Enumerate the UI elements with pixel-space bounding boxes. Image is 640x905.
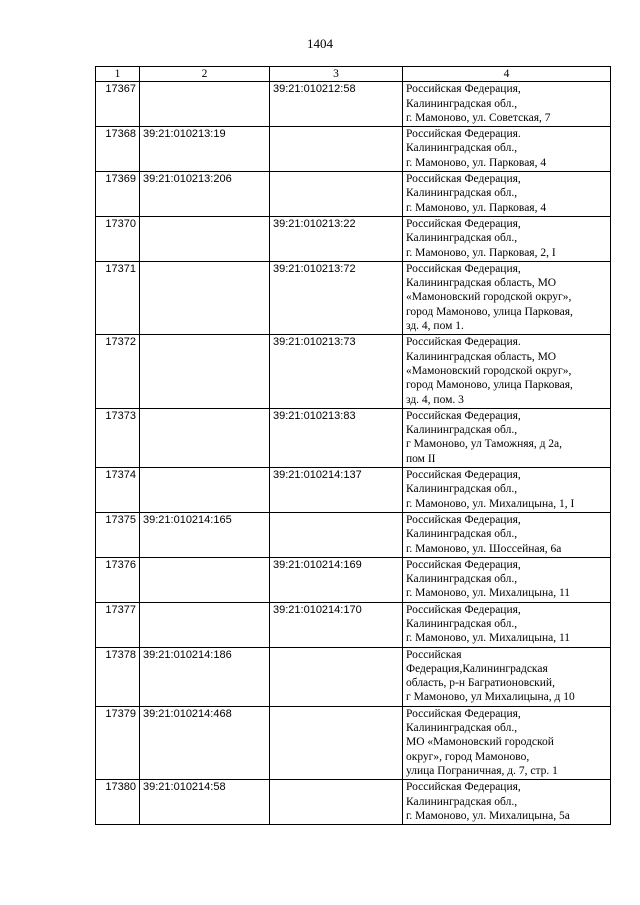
row-number: 17375 xyxy=(96,512,140,557)
address-cell xyxy=(403,335,611,408)
address-cell xyxy=(403,780,611,825)
cadastral-number-col2 xyxy=(140,408,270,467)
table-row xyxy=(96,172,611,217)
address-line: г. Мамоново, ул. Парковая, 2, I xyxy=(406,246,556,259)
address-line: Калининградская область, МО xyxy=(406,277,557,290)
address-line: МО «Мамоновский городской xyxy=(406,736,554,749)
address-line: Российская Федерация, xyxy=(406,217,521,230)
row-number: 17373 xyxy=(96,408,140,467)
address-line: Калининградская обл., xyxy=(406,795,518,808)
cadastral-number-col2: 39:21:010214:165 xyxy=(140,512,270,557)
address-cell xyxy=(403,647,611,706)
column-header: 2 xyxy=(140,67,270,82)
address-line: зд. 4, пом 1. xyxy=(406,320,464,333)
row-number: 17379 xyxy=(96,706,140,779)
address-line: Калининградская обл., xyxy=(406,528,518,541)
cadastral-number-col3: 39:21:010213:72 xyxy=(270,261,403,334)
address-cell xyxy=(403,512,611,557)
cadastral-number-col3: 39:21:010213:73 xyxy=(270,335,403,408)
cadastral-number-col2: 39:21:010213:206 xyxy=(140,172,270,217)
cadastral-number-col3 xyxy=(270,706,403,779)
column-header: 3 xyxy=(270,67,403,82)
address-line: Калининградская обл., xyxy=(406,722,518,735)
column-header: 1 xyxy=(96,67,140,82)
cadastral-number-col3: 39:21:010213:22 xyxy=(270,216,403,261)
row-number: 17371 xyxy=(96,261,140,334)
address-line: Российская Федерация, xyxy=(406,707,521,720)
cadastral-number-col2 xyxy=(140,468,270,513)
table-row xyxy=(96,706,611,779)
header-row xyxy=(96,67,611,82)
address-line: Калининградская обл., xyxy=(406,232,518,245)
row-number: 17378 xyxy=(96,647,140,706)
cadastral-number-col2: 39:21:010213:19 xyxy=(140,127,270,172)
cadastral-number-col3 xyxy=(270,512,403,557)
table-row xyxy=(96,82,611,127)
cadastral-number-col2 xyxy=(140,82,270,127)
address-line: город Мамоново, улица Парковая, xyxy=(406,305,573,318)
address-line: «Мамоновский городской округ», xyxy=(406,364,572,377)
table-row xyxy=(96,408,611,467)
cadastral-number-col2 xyxy=(140,557,270,602)
address-line: Калининградская обл., xyxy=(406,187,518,200)
address-line: Калининградская обл., xyxy=(406,617,518,630)
address-line: Российская Федерация, xyxy=(406,83,521,96)
address-line: Российская Федерация, xyxy=(406,262,521,275)
address-line: область, р-н Багратионовский, xyxy=(406,677,555,690)
table-row xyxy=(96,468,611,513)
table-row xyxy=(96,512,611,557)
row-number: 17368 xyxy=(96,127,140,172)
address-cell xyxy=(403,706,611,779)
address-line: Калининградская обл., xyxy=(406,142,518,155)
address-line: Федерация,Калининградская xyxy=(406,662,548,675)
column-header: 4 xyxy=(403,67,611,82)
table-body xyxy=(96,82,611,825)
address-cell xyxy=(403,172,611,217)
table-row xyxy=(96,647,611,706)
address-line: г. Мамоново, ул. Михалицына, 5а xyxy=(406,809,570,822)
cadastral-number-col2 xyxy=(140,261,270,334)
cadastral-number-col2: 39:21:010214:468 xyxy=(140,706,270,779)
address-line: Калининградская область, МО xyxy=(406,350,557,363)
row-number: 17380 xyxy=(96,780,140,825)
row-number: 17376 xyxy=(96,557,140,602)
row-number: 17374 xyxy=(96,468,140,513)
address-line: г. Мамоново, ул. Михалицына, 11 xyxy=(406,632,571,645)
address-line: Российская Федерация, xyxy=(406,469,521,482)
table-row xyxy=(96,216,611,261)
address-line: зд. 4, пом. 3 xyxy=(406,393,464,406)
row-number: 17377 xyxy=(96,602,140,647)
cadastral-number-col3: 39:21:010213:83 xyxy=(270,408,403,467)
table-row xyxy=(96,602,611,647)
address-cell xyxy=(403,127,611,172)
address-line: улица Пограничная, д. 7, стр. 1 xyxy=(406,764,558,777)
cadastral-number-col3 xyxy=(270,172,403,217)
cadastral-number-col3: 39:21:010212:58 xyxy=(270,82,403,127)
cadastral-number-col2 xyxy=(140,602,270,647)
address-line: Российская Федерация, xyxy=(406,513,521,526)
address-line: Калининградская обл., xyxy=(406,424,518,437)
address-line: Калининградская обл., xyxy=(406,483,518,496)
address-cell xyxy=(403,557,611,602)
cadastral-number-col3 xyxy=(270,780,403,825)
table-row xyxy=(96,335,611,408)
address-line: «Мамоновский городской округ», xyxy=(406,291,572,304)
address-line: Российская Федерация, xyxy=(406,781,521,794)
cadastral-number-col2 xyxy=(140,216,270,261)
address-line: г. Мамоново, ул. Парковая, 4 xyxy=(406,201,547,214)
address-line: г. Мамоново, ул. Михалицына, 11 xyxy=(406,587,571,600)
row-number: 17370 xyxy=(96,216,140,261)
address-line: Российская Федерация, xyxy=(406,173,521,186)
address-line: г Мамоново, ул Таможняя, д 2а, xyxy=(406,438,563,451)
page-number: 1404 xyxy=(307,36,333,51)
cadastral-number-col3: 39:21:010214:169 xyxy=(270,557,403,602)
address-line: Российская Федерация, xyxy=(406,603,521,616)
cadastral-number-col3 xyxy=(270,127,403,172)
address-cell xyxy=(403,261,611,334)
table-row xyxy=(96,780,611,825)
row-number: 17369 xyxy=(96,172,140,217)
address-line: Российская Федерация, xyxy=(406,409,521,422)
address-cell xyxy=(403,82,611,127)
address-line: округ», город Мамоново, xyxy=(406,750,530,763)
address-line: Российская Федерация. xyxy=(406,128,521,141)
table-row xyxy=(96,261,611,334)
address-line: г. Мамоново, ул. Советская, 7 xyxy=(406,111,551,124)
registry-table xyxy=(95,66,611,825)
address-line: Калининградская обл., xyxy=(406,97,518,110)
address-line: Калининградская обл., xyxy=(406,573,518,586)
address-line: г. Мамоново, ул. Михалицына, 1, I xyxy=(406,497,575,510)
cadastral-number-col3: 39:21:010214:170 xyxy=(270,602,403,647)
cadastral-number-col3 xyxy=(270,647,403,706)
row-number: 17372 xyxy=(96,335,140,408)
address-line: г. Мамоново, ул. Шоссейная, 6а xyxy=(406,542,562,555)
table-row xyxy=(96,127,611,172)
address-line: Российская Федерация. xyxy=(406,336,521,349)
address-line: Российская Федерация, xyxy=(406,558,521,571)
table-row xyxy=(96,557,611,602)
cadastral-number-col2 xyxy=(140,335,270,408)
cadastral-number-col2: 39:21:010214:186 xyxy=(140,647,270,706)
address-line: город Мамоново, улица Парковая, xyxy=(406,379,573,392)
cadastral-number-col2: 39:21:010214:58 xyxy=(140,780,270,825)
cadastral-number-col3: 39:21:010214:137 xyxy=(270,468,403,513)
row-number: 17367 xyxy=(96,82,140,127)
address-cell xyxy=(403,602,611,647)
address-cell xyxy=(403,408,611,467)
address-line: г Мамоново, ул Михалицына, д 10 xyxy=(406,691,575,704)
address-line: пом II xyxy=(406,452,436,465)
address-cell xyxy=(403,216,611,261)
address-line: г. Мамоново, ул. Парковая, 4 xyxy=(406,156,547,169)
address-line: Российская xyxy=(406,648,462,661)
address-cell xyxy=(403,468,611,513)
